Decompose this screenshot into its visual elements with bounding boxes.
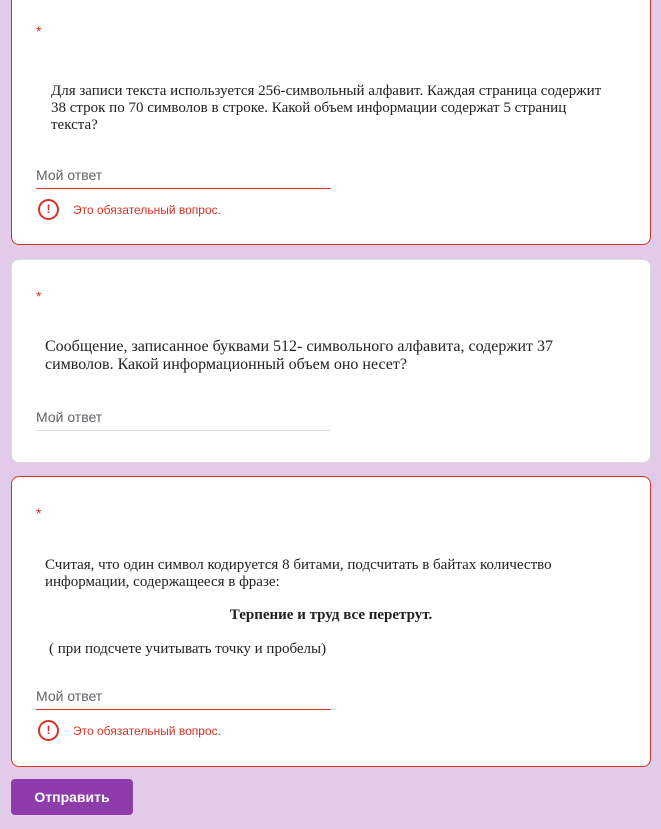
error-text: Это обязательный вопрос.: [73, 202, 221, 217]
required-asterisk: *: [36, 505, 42, 521]
answer-input[interactable]: Мой ответ: [36, 409, 331, 431]
question-phrase: Терпение и труд все перетрут.: [229, 607, 433, 623]
answer-input[interactable]: Мой ответ: [36, 688, 331, 710]
question-card-1: [11, 0, 651, 245]
question-text: Для записи текста используется 256-символьный алфавит. Каждая страница содержит 38 строк по 70 символов в строке. Какой объем информации содержат 5 страниц текста?: [51, 83, 602, 133]
question-text: Считая, что один символ кодируется 8 битами, подсчитать в байтах количество информации, содержащееся в фразе:: [45, 557, 552, 590]
required-asterisk: *: [36, 288, 42, 304]
answer-input[interactable]: Мой ответ: [36, 167, 331, 189]
error-text: Это обязательный вопрос.: [73, 723, 221, 738]
error-icon: !: [38, 199, 59, 220]
error-message: [38, 720, 221, 741]
question-card-3: [11, 476, 651, 767]
question-note: ( при подсчете учитывать точку и пробелы): [49, 641, 327, 657]
question-card-2: [11, 259, 651, 463]
error-message: [38, 199, 221, 220]
required-asterisk: *: [36, 23, 42, 39]
error-icon: !: [38, 720, 59, 741]
submit-button[interactable]: Отправить: [11, 779, 133, 815]
question-text: Сообщение, записанное буквами 512- символьного алфавита, содержит 37 символов. Какой информационный объем оно несет?: [45, 338, 554, 373]
